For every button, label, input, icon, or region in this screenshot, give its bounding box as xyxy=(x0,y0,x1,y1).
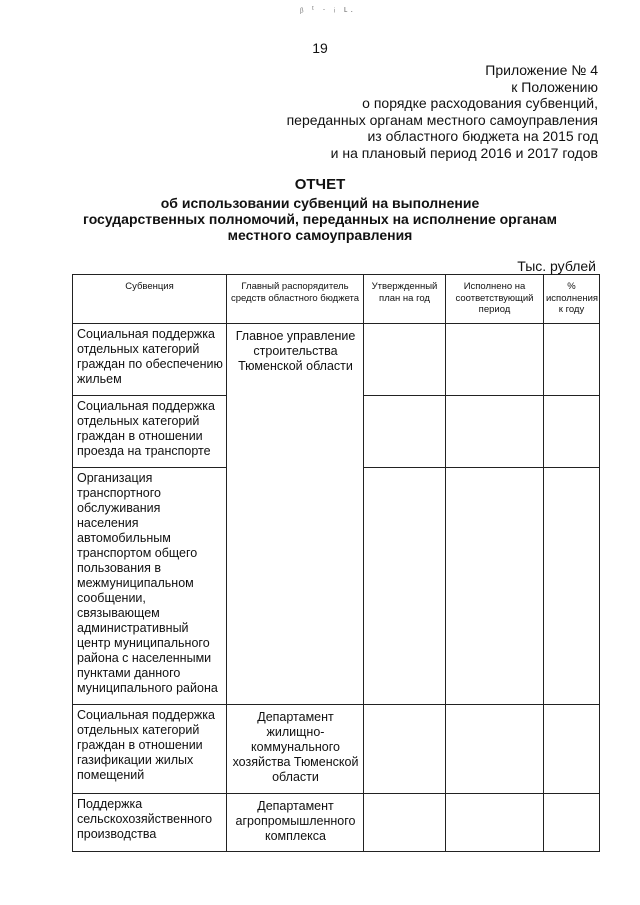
appendix-line: Приложение № 4 xyxy=(485,62,598,78)
plan-cell xyxy=(364,324,446,396)
plan-cell xyxy=(364,468,446,705)
scan-mark: ᵦ ᵗ · ᵢ ʟ. xyxy=(300,4,356,14)
percent-cell xyxy=(544,705,600,794)
subvention-cell: Организация транспортного обслуживания населения автомобильным транспортом общего пользования в межмуниципальном сообщении, связывающем административный центр муниципального района с населенными пунктами данного муниципального района xyxy=(73,468,227,705)
table-row xyxy=(73,705,600,794)
table-row xyxy=(73,324,600,396)
unit-label: Тыс. рублей xyxy=(517,258,596,274)
appendix-header xyxy=(287,62,598,161)
executed-cell xyxy=(446,468,544,705)
report-title-block xyxy=(0,177,640,243)
page-number: 19 xyxy=(312,40,328,56)
appendix-line: из областного бюджета на 2015 год xyxy=(367,128,598,144)
table-header-row xyxy=(73,275,600,324)
column-header: Субвенция xyxy=(73,275,227,324)
subventions-table xyxy=(72,274,600,852)
column-header: Главный распорядитель средств областного бюджета xyxy=(227,275,364,324)
percent-cell xyxy=(544,468,600,705)
executed-cell xyxy=(446,396,544,468)
subvention-cell: Социальная поддержка отдельных категорий граждан в отношении газификации жилых помещений xyxy=(73,705,227,794)
org-cell: Департамент агропромышленного комплекса xyxy=(227,794,364,852)
table-row xyxy=(73,794,600,852)
appendix-line: и на плановый период 2016 и 2017 годов xyxy=(330,144,598,161)
appendix-line: о порядке расходования субвенций, xyxy=(362,95,598,111)
subvention-cell: Поддержка сельскохозяйственного производства xyxy=(73,794,227,852)
percent-cell xyxy=(544,324,600,396)
appendix-line: переданных органам местного самоуправления xyxy=(286,111,598,128)
appendix-line: к Положению xyxy=(511,78,598,95)
plan-cell xyxy=(364,396,446,468)
column-header: Исполнено на соответствующий период xyxy=(446,275,544,324)
org-cell: Главное управление строительства Тюменской области xyxy=(227,324,364,705)
plan-cell xyxy=(364,705,446,794)
plan-cell xyxy=(364,794,446,852)
percent-cell xyxy=(544,396,600,468)
column-header: Утвержденный план на год xyxy=(364,275,446,324)
column-header: % исполнения к году xyxy=(544,275,600,324)
report-subtitle-line: местного самоуправления xyxy=(227,227,413,243)
report-title: ОТЧЕТ xyxy=(294,176,346,193)
report-subtitle-line: государственных полномочий, переданных на исполнение органам xyxy=(83,211,557,227)
executed-cell xyxy=(446,324,544,396)
report-subtitle-line: об использовании субвенций на выполнение xyxy=(160,195,480,211)
org-cell: Департамент жилищно-коммунального хозяйства Тюменской области xyxy=(227,705,364,794)
subvention-cell: Социальная поддержка отдельных категорий граждан по обеспечению жильем xyxy=(73,324,227,396)
executed-cell xyxy=(446,705,544,794)
executed-cell xyxy=(446,794,544,852)
subvention-cell: Социальная поддержка отдельных категорий граждан в отношении проезда на транспорте xyxy=(73,396,227,468)
percent-cell xyxy=(544,794,600,852)
